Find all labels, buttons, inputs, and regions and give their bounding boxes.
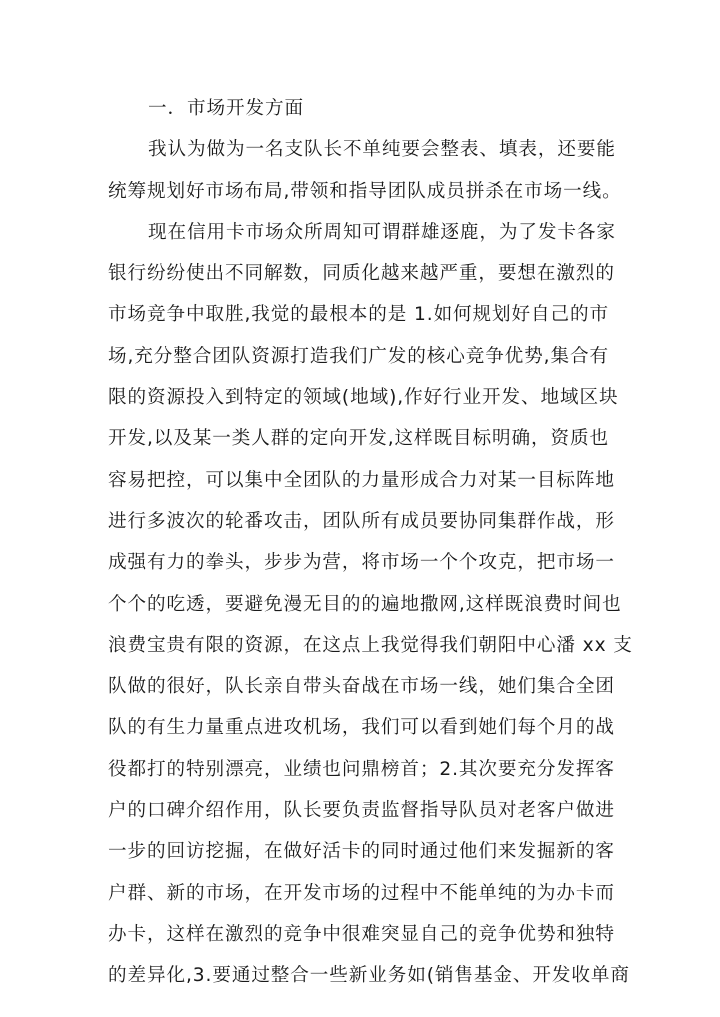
section-heading: 一．市场开发方面: [148, 98, 304, 119]
paragraph-line: 浪费宝贵有限的资源，在这点上我觉得我们朝阳中心潘 xx 支: [108, 634, 633, 656]
paragraph-line: 开发,以及某一类人群的定向开发,这样既目标明确，资质也: [108, 428, 609, 450]
paragraph-line: 户群、新的市场，在开发市场的过程中不能单纯的为办卡而: [108, 882, 615, 904]
paragraph-line: 役都打的特别漂亮，业绩也问鼎榜首；2.其次要充分发挥客: [108, 758, 615, 780]
paragraph-line: 个个的吃透，要避免漫无目的的遍地撒网,这样既浪费时间也: [108, 593, 622, 615]
paragraph-line: 队做的很好，队长亲自带头奋战在市场一线，她们集合全团: [108, 676, 615, 698]
paragraph-line: 统筹规划好市场布局,带领和指导团队成员拼杀在市场一线。: [108, 180, 622, 202]
paragraph-line: 我认为做为一名支队长不单纯要会整表、填表，还要能: [148, 139, 616, 161]
paragraph-line: 队的有生力量重点进攻机场，我们可以看到她们每个月的战: [108, 717, 615, 739]
paragraph-line: 场,充分整合团队资源打造我们广发的核心竞争优势,集合有: [108, 345, 609, 367]
paragraph-line: 办卡，这样在激烈的竞争中很难突显自己的竞争优势和独特: [108, 923, 615, 945]
paragraph-line: 的差异化,3.要通过整合一些新业务如(销售基金、开发收单商: [108, 965, 630, 987]
paragraph-line: 户的口碑介绍作用，队长要负责监督指导队员对老客户做进: [108, 800, 615, 822]
paragraph-line: 限的资源投入到特定的领域(地域),作好行业开发、地域区块: [108, 387, 619, 409]
paragraph-line: 市场竞争中取胜,我觉的最根本的是 1.如何规划好自己的市: [108, 304, 610, 326]
paragraph-line: 进行多波次的轮番攻击，团队所有成员要协同集群作战，形: [108, 510, 615, 532]
paragraph-line: 现在信用卡市场众所周知可谓群雄逐鹿，为了发卡各家: [148, 221, 616, 243]
paragraph-line: 成强有力的拳头，步步为营，将市场一个个攻克，把市场一: [108, 552, 615, 574]
paragraph-line: 容易把控，可以集中全团队的力量形成合力对某一目标阵地: [108, 469, 615, 491]
paragraph-line: 银行纷纷使出不同解数，同质化越来越严重，要想在激烈的: [108, 263, 615, 285]
document-body: [108, 88, 633, 997]
paragraph-line: 一步的回访挖掘，在做好活卡的同时通过他们来发掘新的客: [108, 841, 615, 863]
